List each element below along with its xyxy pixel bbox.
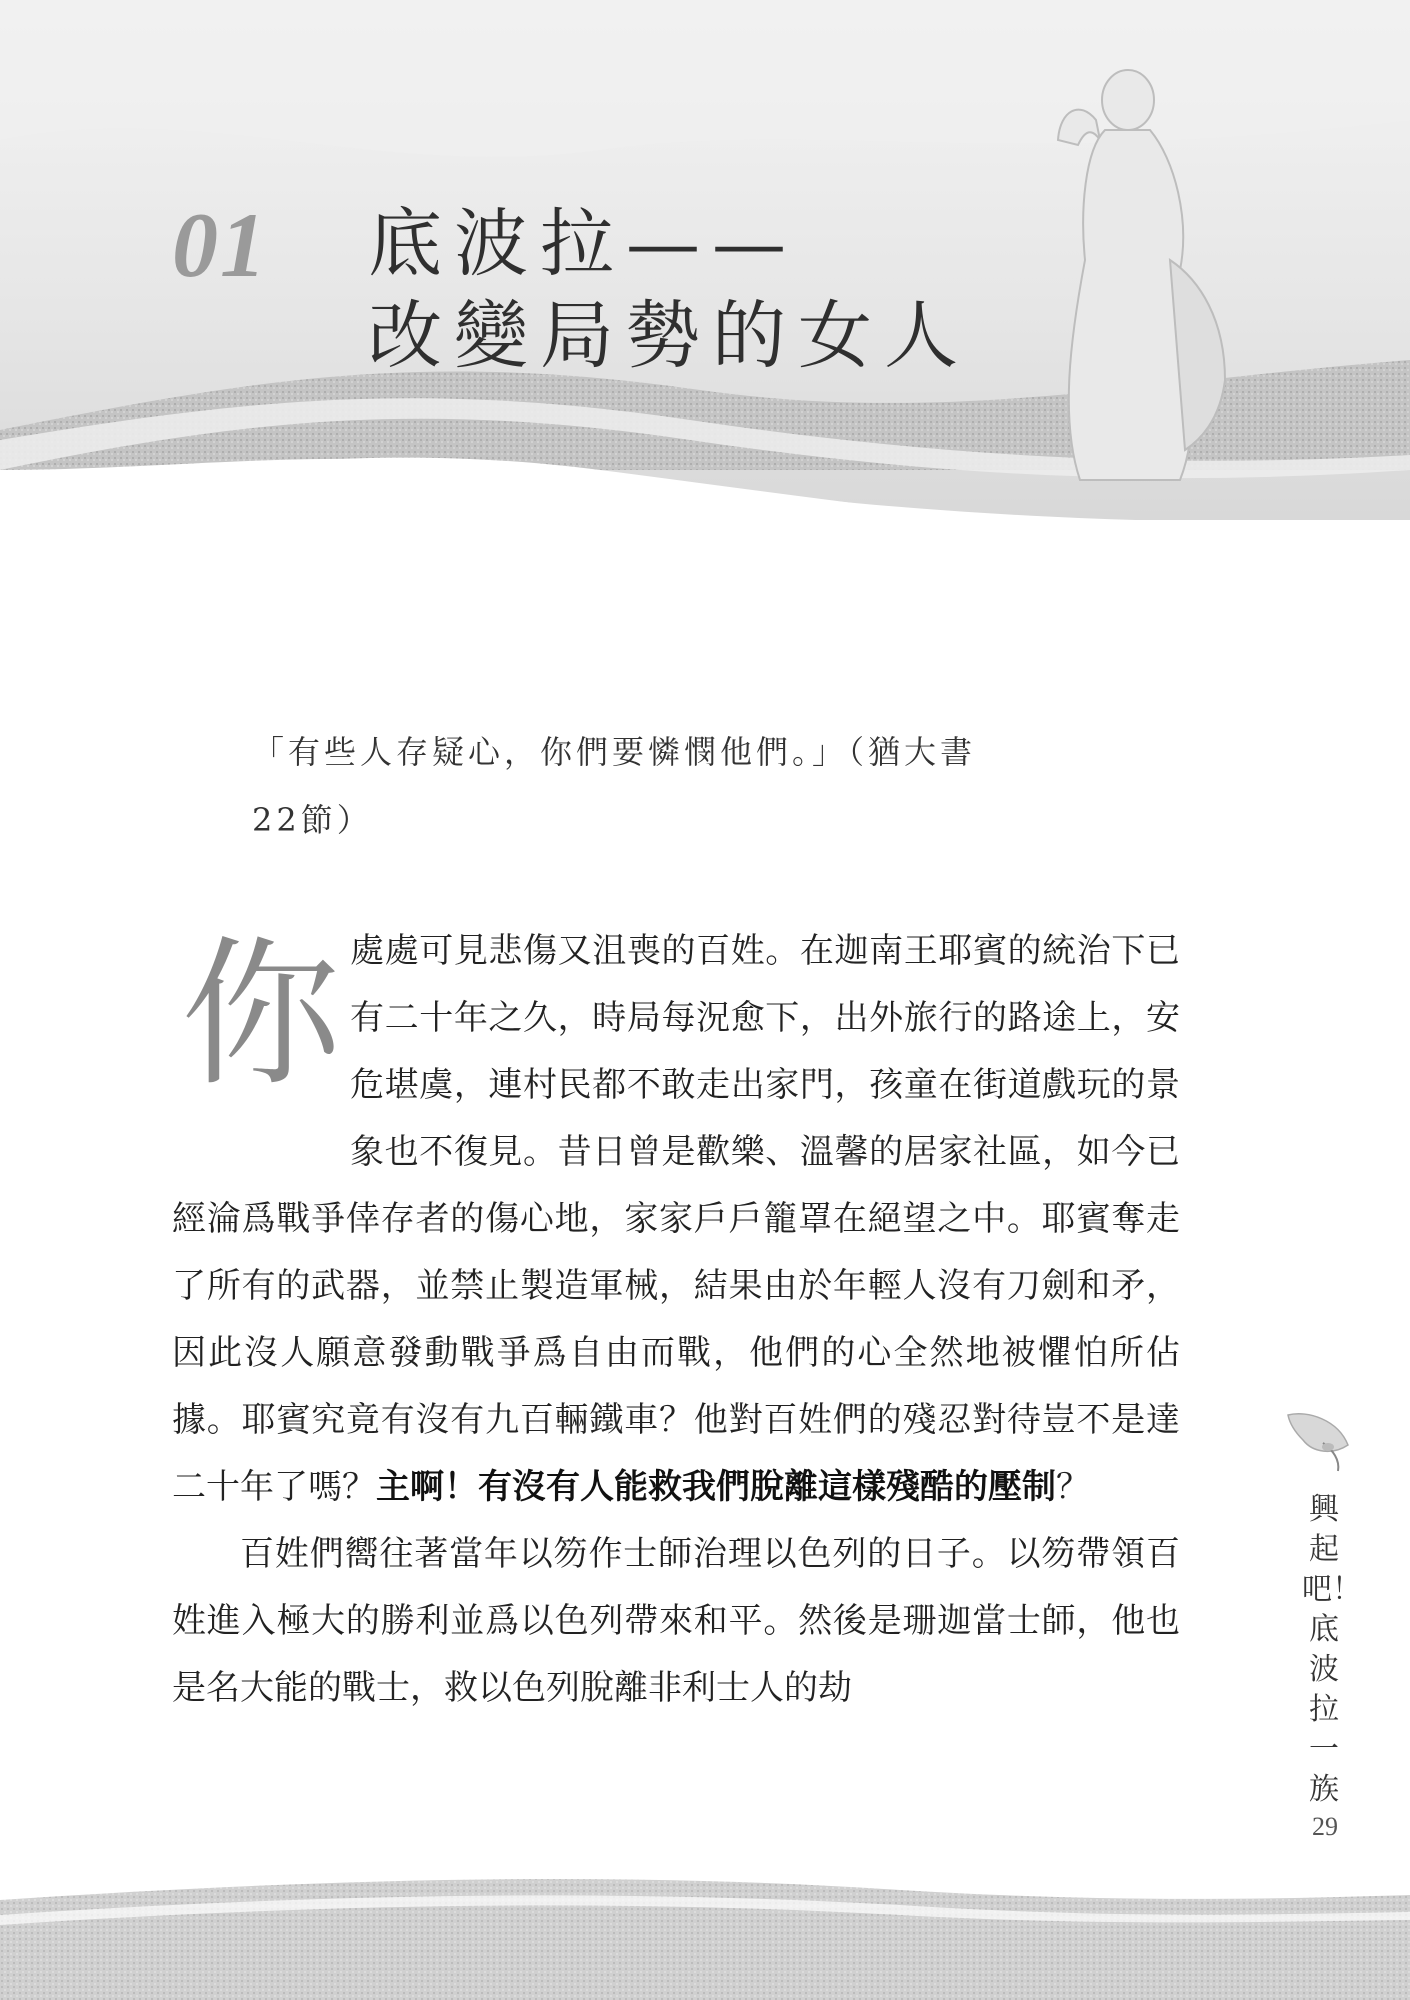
chapter-title-line2: 改變局勢的女人	[368, 293, 970, 379]
body-text	[172, 918, 1180, 1722]
emphasis-prayer: 主啊！有沒有人能救我們脫離這樣殘酷的壓制	[376, 1467, 1056, 1507]
drop-cap: 你	[180, 921, 341, 1108]
paragraph-2: 百姓們嚮往著當年以笏作士師治理以色列的日子。以笏帶領百姓進入極大的勝利並爲以色列帶來和平。然後是珊迦當士師，他也是名大能的戰士，救以色列脫離非利士人的劫	[172, 1534, 1180, 1708]
chapter-title	[368, 198, 970, 382]
chapter-title-line1: 底波拉——	[368, 201, 798, 287]
emphasis-end-mark: ？	[1056, 1467, 1090, 1507]
epigraph-line1: 「有些人存疑心，你們要憐憫他們。」（猶大書	[252, 733, 977, 771]
epigraph-quote	[252, 718, 1132, 854]
epigraph-line2: 22節）	[252, 801, 373, 839]
paragraph-1-text: 處處可見悲傷又沮喪的百姓。在迦南王耶賓的統治下已有二十年之久，時局每況愈下，出外旅行的路途上，安危堪虞，連村民都不敢走出家門，孩童在街道戲玩的景象也不復見。昔日曾是歡樂、溫馨的居家社區，如今已經淪爲戰爭倖存者的傷心地，家家戶戶籠罩在絕望之中。耶賓奪走了所有的武器，並禁止製造軍械，結果由於年輕人沒有刀劍和矛，因此沒人願意發動戰爭爲自由而戰，他們的心全然地被懼怕所佔據。耶賓究竟有沒有九百輛鐵車？他對百姓們的殘忍對待豈不是達二十年了嗎？	[172, 931, 1180, 1507]
footer-landscape-illustration	[0, 1860, 1410, 2000]
page-number: 29	[1312, 1812, 1338, 1841]
chapter-number: 01	[172, 194, 268, 296]
flower-icon	[1278, 1405, 1358, 1475]
book-title-tab: 興起吧！底波拉一族	[1302, 1492, 1362, 1807]
